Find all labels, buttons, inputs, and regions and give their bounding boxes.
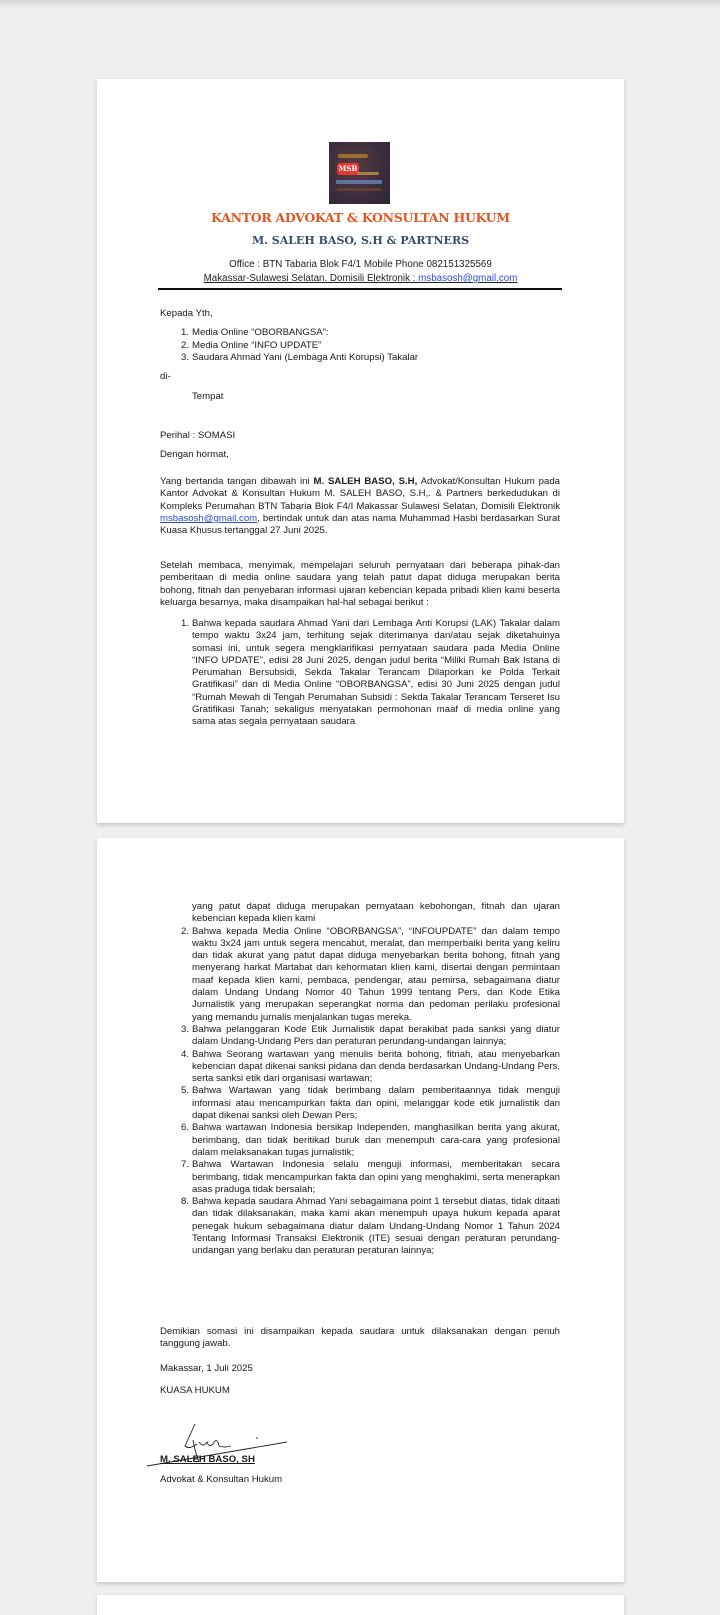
recipient-item: 1. Media Online “OBORBANGSA”:: [180, 327, 329, 338]
lawyer-name: M. SALEH BASO, S.H,: [313, 476, 418, 487]
firm-partner: M. SALEH BASO, S.H & PARTNERS: [251, 234, 470, 247]
point-5: 5. Bahwa Wartawan yang tidak berimbang dalam pemberitaannya tidak menguji informasi atau mencampurkan fakta dan opini, melanggar kode etik jurnalistik dan dapat dikenai sanksi oleh Dewan Pers;: [180, 1085, 560, 1122]
firm-logo: [329, 142, 390, 204]
closing-paragraph: Demikian somasi ini disampaikan kepada saudara untuk dilaksanakan dengan penuh tanggung jawab.: [160, 1326, 560, 1350]
office-line: Office : BTN Tabaria Blok F4/1 Mobile Phone 082151325569: [229, 259, 492, 270]
logo-decoration: [357, 172, 379, 175]
logo-decoration: [338, 154, 368, 158]
point-6: 6. Bahwa wartawan Indonesia bersikap Independen, manghasilkan berita yang akurat, berimbang, dan tidak beritikad buruk dan menempuh cara-cara yang profesional dalam melaksanakan tugas jurnalistik;: [180, 1122, 560, 1158]
document-page-1: [97, 79, 624, 823]
address-line: [97, 273, 624, 284]
letterhead-divider: [158, 288, 562, 290]
document-page-3: [97, 1595, 624, 1615]
intro-paragraph: Yang bertanda tangan dibawah ini M. SALEH BASO, S.H, Advokat/Konsultan Hukum pada Kantor Advokat & Konsultan Hukum M. SALEH BASO, S.H,. & Partners berkedudukan di Kompleks Perumahan BTN Tabaria Blok F4/I Makassar Sulawesi Selatan, Domisili Elektronik msbasosh@gmail.com, bertindak untuk dan atas nama Muhammad Hasbi berdasarkan Surat Kuasa Khusus tertanggal 27 Juni 2025.: [160, 476, 560, 537]
logo-decoration: [337, 188, 381, 191]
address-text: Makassar-Sulawesi Selatan. Domisili Elektronik :: [203, 273, 419, 284]
point-4: 4. Bahwa Seorang wartawan yang menulis berita bohong, fitnah, atau menyebarkan kebencian dapat dikenai sanksi pidana dan denda berdasarkan Undang-Undang Pers, serta sanksi etik dari organisasi wartawan;: [180, 1048, 560, 1085]
viewer-top-shadow: [0, 0, 720, 8]
preamble-paragraph: Setelah membaca, menyimak, mempelajari seluruh pernyataan dari beberapa pihak-dan pemberitaan di media online saudara yang telah patut dapat diduga merupakan berita bohong, fitnah dan penyebaran informasi ujaran kebencian kepada pribadi klien kami beserta keluarga besarnya, maka disampaikan hal-hal sebagai berikut :: [160, 560, 560, 608]
recipient-item: 3. Saudara Ahmad Yani (Lembaga Anti Korupsi) Takalar: [180, 352, 419, 364]
point-1-continued: yang patut dapat diduga merupakan pernyataan kebohongan, fitnah dan ujaran kebencian kepada klien kami: [192, 901, 560, 925]
recipient-item: 2. Media Online “INFO UPDATE”: [180, 339, 322, 351]
salutation: Dengan hormat,: [160, 449, 229, 460]
recipient-place: Tempat: [192, 391, 224, 402]
document-page-2: [97, 838, 624, 1582]
intro-email-link[interactable]: msbasosh@gmail.com: [160, 512, 258, 524]
signatory-name: M. SALEH BASO, SH: [160, 1454, 255, 1465]
firm-name: KANTOR ADVOKAT & KONSULTAN HUKUM: [211, 210, 510, 225]
email-link[interactable]: msbasosh@gmail.com: [418, 273, 518, 284]
recipient-greeting: Kepada Yth,: [160, 308, 213, 319]
signatory-role: KUASA HUKUM: [160, 1385, 230, 1396]
signatory-title: Advokat & Konsultan Hukum: [160, 1474, 283, 1485]
recipient-di: di-: [160, 371, 171, 382]
point-3: 3. Bahwa pelanggaran Kode Etik Jurnalistik dapat berakibat pada sanksi yang diatur dalam Undang-Undang Pers dan peraturan perundang-undangan lainnya;: [180, 1023, 560, 1048]
point-8: 8. Bahwa kepada saudara Ahmad Yani sebagaimana point 1 tersebut diatas, tidak ditaati dan tidak dilaksanakan, maka kami akan menempuh upaya hukum kepada aparat penegak hukum sebagaimana diatur dalam Undang-Undang Nomor 1 Tahun 2024 Tentang Informasi Transaksi Elektronik (ITE) sesuai dengan peraturan perundang-undangan yang berlaku dan peraturan peraturan lainnya;: [180, 1196, 560, 1257]
point-1: 1. Bahwa kepada saudara Ahmad Yani dari Lembaga Anti Korupsi (LAK) Takalar dalam tempo waktu 3x24 jam, terhitung sejak diterimanya dan/atau sejak diketahuinya somasi ini, untuk segera mengklarifikasi pernyataan saudara pada Media Online “INFO UPDATE”, edisi 28 Juni 2025, dengan judul berita “Miliki Rumah Bak Istana di Perumahan Bersubsidi, Sekda Takalar Terancam Dilaporkan ke Polda Terkait Gratifikasi” dan di Media Online “OBORBANGSA”, edisi 30 Juni 2025 dengan judul “Rumah Mewah di Tengah Perumahan Subsidi : Sekda Takalar Terancam Terseret Isu Gratifikasi Tanah; sekaligus menyatakan permohonan maaf di media online yang sama atas segala pernyataan saudara: [180, 618, 560, 728]
point-7: 7. Bahwa Wartawan Indonesia selalu menguji informasi, memberitakan secara berimbang, tidak mencampurkan fakta dan opini yang menghakimi, serta menerapkan asas praduga tidak bersalah;: [180, 1159, 560, 1195]
subject-line: Perihal : SOMASI: [160, 430, 236, 441]
logo-text: MSB: [338, 164, 358, 173]
point-2: 2. Bahwa kepada Media Online “OBORBANGSA”, “INFOUPDATE” dan dalam tempo waktu 3x24 jam untuk segera mencabut, meralat, dan memperbaiki berita yang keliru dan tidak akurat yang patut dapat diduga menyebarkan berita bohong, fitnah yang menyerang harkat Martabat dan kehormatan klien kami, disertai dengan permintaan maaf kepada klien kami, pembaca, pendengar, atau pemirsa, sebagaimana diatur dalam Undang Undang Nomor 40 Tahun 1999 tentang Pers, dan Kode Etika Jurnalistik yang merupakan seperangkat norma dan pedoman perilaku profesional yang memandu jurnalis menjalankan tugas mereka.: [180, 925, 560, 1023]
place-date: Makassar, 1 Juli 2025: [160, 1363, 253, 1374]
logo-decoration: [336, 180, 382, 184]
